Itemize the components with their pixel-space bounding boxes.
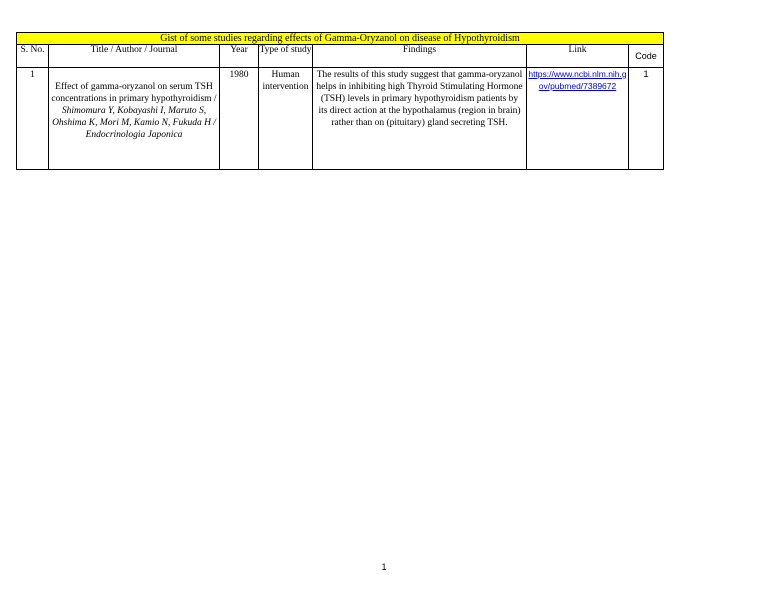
table-title: Gist of some studies regarding effects of Gamma-Oryzanol on disease of Hypothyroidism — [17, 33, 664, 45]
studies-sheet — [16, 32, 663, 170]
studies-table — [16, 32, 664, 170]
cell-code: 1 — [629, 68, 664, 170]
study-authors-journal: Shimomura Y, Kobayashi I, Maruto S, Ohshima K, Mori M, Kamio N, Fukuda H / Endocrinologia Japonica — [52, 106, 216, 140]
cell-title-author-journal — [49, 68, 220, 170]
table-title-row — [17, 33, 664, 45]
col-header-code: Code — [629, 45, 664, 68]
col-header-year: Year — [220, 45, 259, 68]
page-number: 1 — [381, 562, 387, 572]
cell-sno: 1 — [17, 68, 49, 170]
table-row — [17, 68, 664, 170]
col-header-link: Link — [527, 45, 629, 68]
col-header-sno: S. No. — [17, 45, 49, 68]
col-header-title: Title / Author / Journal — [49, 45, 220, 68]
col-header-findings: Findings — [313, 45, 527, 68]
cell-year: 1980 — [220, 68, 259, 170]
cell-findings: The results of this study suggest that gamma-oryzanol helps in inhibiting high Thyroid Stimulating Hormone (TSH) levels in primary hypothyroidism patients by its direct action at the hypothalamus (region in brain) rather than on (pituitary) gland secreting TSH. — [313, 68, 527, 170]
study-title: Effect of gamma-oryzanol on serum TSH concentrations in primary hypothyroidism / — [51, 82, 217, 104]
column-header-row — [17, 45, 664, 68]
cell-study-type: Human intervention — [259, 68, 313, 170]
col-header-type: Type of study — [259, 45, 313, 68]
pubmed-link[interactable]: https://www.ncbi.nlm.nih.gov/pubmed/7389672 — [528, 69, 627, 91]
cell-link — [527, 68, 629, 170]
